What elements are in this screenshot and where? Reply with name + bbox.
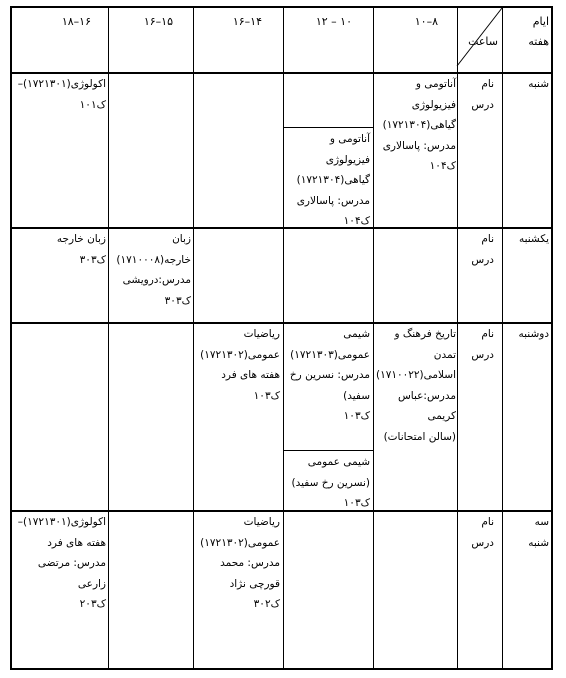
cell-sat-8-10: آناتومی و فیزیولوژی گیاهی(۱۷۲۱۳۰۴) مدرس: پاسالاری ک۱۰۴ bbox=[382, 78, 456, 172]
cell-mon-10-12-upper: شیمی عمومی(۱۷۲۱۳۰۳) مدرس: نسرین رخ سفید) ک۱۰۳ bbox=[289, 328, 370, 422]
day-label: شنبه bbox=[528, 78, 549, 90]
cell-tue-16-18: اکولوژی(۱۷۲۱۳۰۱)– هفته های فرد مدرس: مرتضی زارعی ک۲۰۳ bbox=[17, 516, 106, 610]
cell-mon-10-12-lower: شیمی عمومی (نسرین رخ سفید) ک۱۰۳ bbox=[291, 456, 370, 509]
day-title: ایام هفته bbox=[528, 15, 549, 48]
day-label: یکشنبه bbox=[518, 233, 549, 245]
cell-sat-10-12-lower: آناتومی و فیزیولوژی گیاهی(۱۷۲۱۳۰۴) مدرس: پاسالاری ک۱۰۴ bbox=[296, 133, 370, 227]
time-title: ساعت bbox=[468, 35, 498, 48]
cell-mon-14-16: ریاضیات عمومی(۱۷۲۱۳۰۲) هفته های فرد ک۱۰۳ bbox=[200, 328, 280, 402]
slot-header-14-16: ۱۴–۱۶ bbox=[232, 15, 262, 28]
day-label: دوشنبه bbox=[518, 328, 549, 340]
slot-header-8-10: ۸–۱۰ bbox=[414, 15, 438, 28]
cell-mon-8-10: تاریخ فرهنگ و تمدن اسلامی(۱۷۱۰۰۲۲) مدرس:عباس کریمی (سالن امتحانات) bbox=[375, 328, 456, 443]
slot-header-16-18: ۱۶–۱۸ bbox=[61, 15, 91, 28]
row-label: نام درس bbox=[471, 516, 494, 549]
day-label: سه شنبه bbox=[528, 516, 549, 549]
cell-sat-16-18: اکولوژی(۱۷۲۱۳۰۱)– ک۱۰۱ bbox=[17, 78, 106, 111]
row-label: نام درس bbox=[471, 233, 494, 266]
slot-header-15-16: ۱۵–۱۶ bbox=[143, 15, 173, 28]
slot-header-10-12: ۱۰ – ۱۲ bbox=[315, 15, 352, 28]
row-label: نام درس bbox=[471, 328, 494, 361]
cell-tue-14-16: ریاضیات عمومی(۱۷۲۱۳۰۲) مدرس: محمد قورچی نژاد ک۳۰۲ bbox=[200, 516, 280, 610]
cell-sun-16-18: زبان خارجه ک۳۰۳ bbox=[56, 233, 106, 266]
cell-sun-15-16: زبان خارجه(۱۷۱۰۰۰۸) مدرس:درویشی ک۳۰۳ bbox=[116, 233, 191, 307]
row-label: نام درس bbox=[471, 78, 494, 111]
